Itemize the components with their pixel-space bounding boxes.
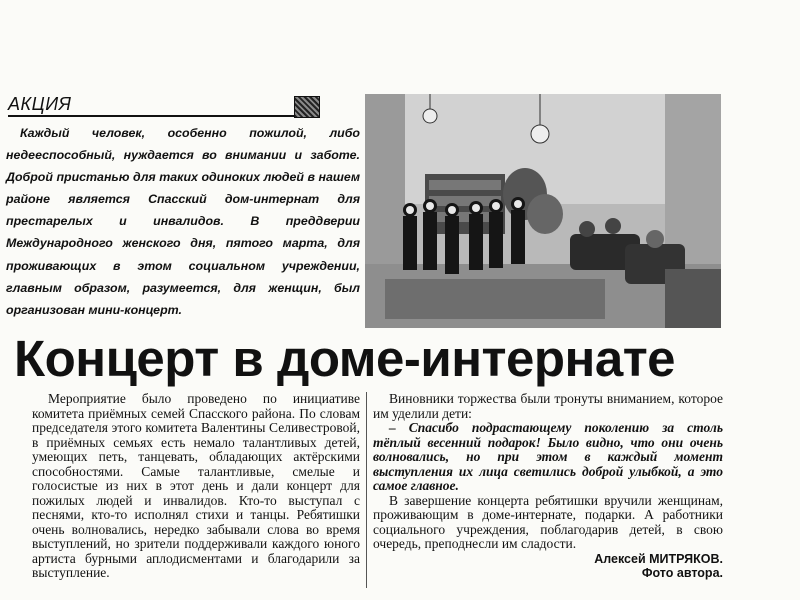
- lead-paragraph: Каждый человек, особенно пожилой, либо недееспособный, нуждается во внимании и заботе. Доброй пристанью для таких одиноких людей в нашем районе является Спасский дом-интернат для престарелых и инвалидов. В преддверии Международного женского дня, пятого марта, для проживающих в этом социальном учреждении, главным образом, разумеется, для женщин, был организован мини-концерт.: [6, 126, 360, 317]
- quote-paragraph: – Спасибо подрастающему поколению за столь тёплый весенний подарок! Было видно, что они очень волновались, но при этом в каждый момент выступления их лица светились доброй улыбкой, а это самое главное.: [373, 420, 723, 493]
- rubric-rule: [8, 115, 308, 117]
- author-signature: Алексей МИТРЯКОВ.: [594, 551, 723, 566]
- rubric-header: [8, 94, 320, 116]
- column-divider: [366, 392, 367, 588]
- article-headline: Концерт в доме-интернате: [14, 330, 676, 387]
- body-column-right: [373, 392, 723, 581]
- rubric-label: АКЦИЯ: [8, 94, 72, 114]
- rubric-marker-square: [294, 96, 320, 118]
- body-paragraph: Виновники торжества были тронуты вниманием, которое им уделили дети:: [373, 391, 723, 421]
- body-column-left: [32, 392, 360, 581]
- body-paragraph: Мероприятие было проведено по инициативе комитета приёмных семей Спасского района. По словам председателя этого комитета Валентины Селивестровой, в приёмных семьях есть немало талантливых детей, умеющих петь, танцевать, обладающих актёрскими способностями. Самые талантливые, смелые и голосистые из них в этот день и дали концерт для пожилых людей и инвалидов. Кто-то выступал с песнями, кто-то исполнял стихи и танцы. Ребятишки очень волновались, нередко забывали слова во время выступлений, но зрители поддерживали каждого юного артиста бурными аплодисментами и благодарили за выступление.: [32, 391, 360, 580]
- concert-photo-illustration: [365, 94, 721, 328]
- photo-credit: Фото автора.: [641, 566, 723, 580]
- concert-photo: [365, 94, 721, 328]
- body-paragraph: В завершение концерта ребятишки вручили женщинам, проживающим в доме-интернате, подарки. А работники социального учреждения, поблагодарив детей, в свою очередь, преподнесли им сладости.: [373, 492, 723, 551]
